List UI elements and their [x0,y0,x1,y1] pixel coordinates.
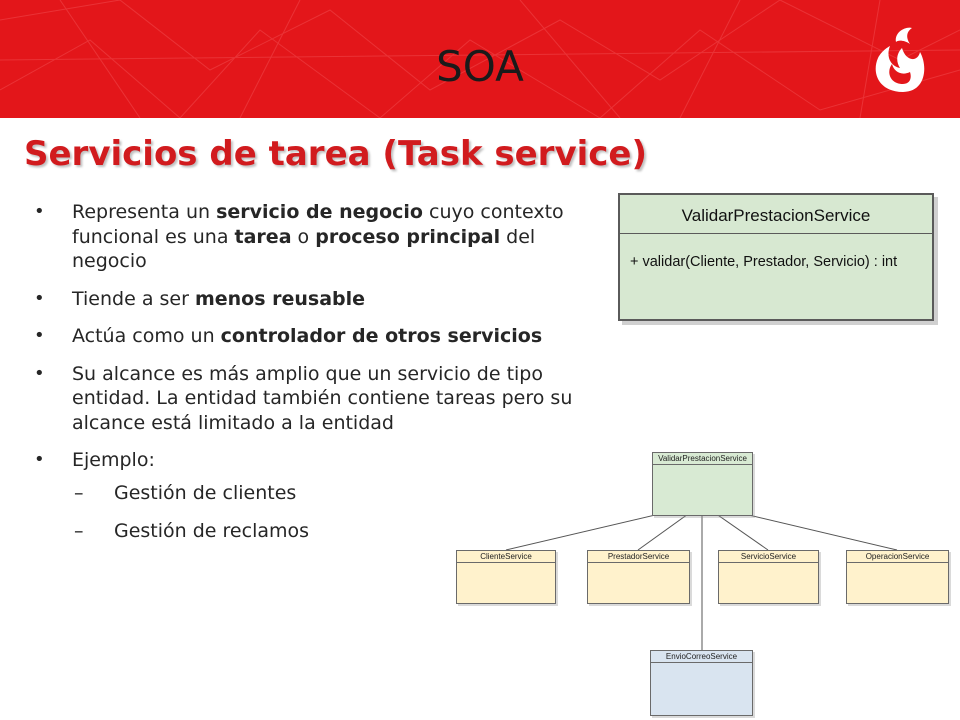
bullet-item [34,200,594,274]
bullet-text: o [291,225,316,248]
slide-title: SOA [436,42,524,91]
section-subtitle: Servicios de tarea (Task service) [24,134,648,174]
upc-flame-logo-icon [866,22,940,96]
bullet-item [34,324,594,349]
bullet-text: Representa un [72,201,217,223]
bullet-text: Actúa como un [72,325,221,347]
diagram-child-name: PrestadorService [588,551,689,563]
diagram-root-node [652,452,753,516]
bullet-bold-text: controlador de otros servicios [220,325,543,347]
diagram-child-name: OperacionService [847,551,948,563]
uml-class-operation: + validar(Cliente, Prestador, Servicio) : int [630,254,898,270]
bullet-bold-text: menos reusable [194,287,366,310]
bullet-item [34,287,594,312]
bullet-bold-text: tarea [234,225,292,248]
diagram-root-name: ValidarPrestacionService [653,453,752,465]
sub-bullet-item: – Gestión de clientes [72,481,594,506]
service-diagram [440,440,960,720]
uml-class-box [618,193,934,321]
diagram-bottom-node [650,650,753,716]
bullet-bold-text: proceso principal [315,225,501,248]
sub-bullet-item: – Gestión de reclamos [72,519,594,544]
diagram-child-node [587,550,690,604]
uml-class-name: ValidarPrestacionService [620,195,932,234]
bullet-item [34,362,594,436]
bullet-text: Tiende a ser [72,287,195,310]
bullet-text: Ejemplo: [72,449,155,471]
bullet-bold-text: servicio de negocio [216,201,423,223]
diagram-child-node [456,550,556,604]
bullet-text: Su alcance es más amplio que un servicio de tipo entidad. La entidad también contiene tareas pero su alcance está limitado a la entidad [72,362,573,434]
diagram-child-node [846,550,949,604]
diagram-child-node [718,550,819,604]
diagram-child-name: ServicioService [719,551,818,563]
bullet-text: cuyo contexto funcional es una [72,201,564,248]
diagram-bottom-name: EnvioCorreoService [651,651,752,663]
bullet-text: del negocio [72,225,536,272]
header-banner [0,0,960,118]
diagram-child-name: ClienteService [457,551,555,563]
